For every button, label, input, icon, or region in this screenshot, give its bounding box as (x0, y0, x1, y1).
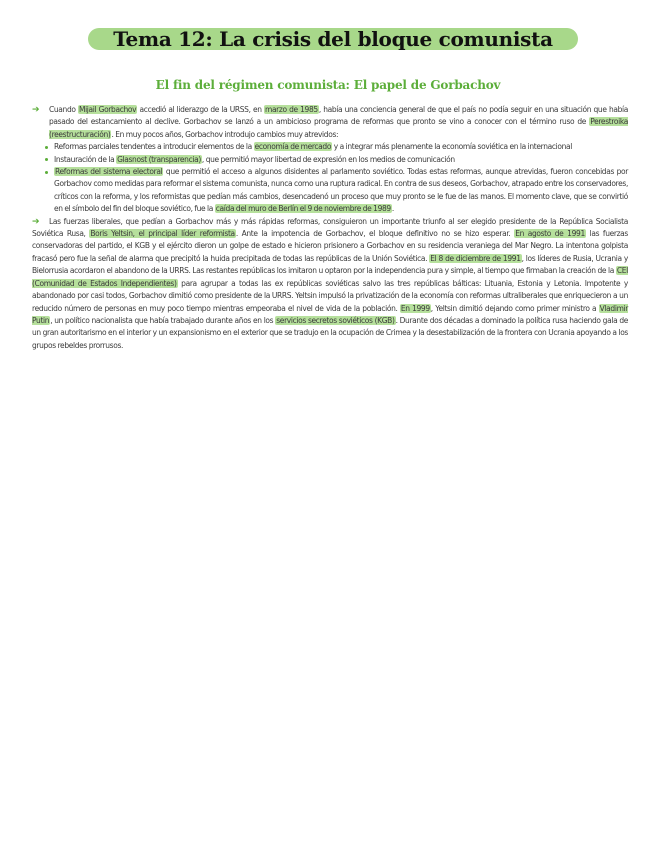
highlight: En 1999 (400, 303, 430, 313)
text: Las fuerzas liberales, que pedían a Gorbachov más y más rápidas reformas, consiguieron un importante triunfo al ser elegido presidente de la República Socialista Soviética Rusa, (32, 216, 628, 239)
highlight: Reformas del sistema electoral (55, 167, 163, 177)
highlight: economía de mercado (254, 142, 332, 152)
highlight: CEI (Comunidad de Estados Independientes) (32, 266, 628, 288)
highlight: Glasnost (transparencia) (117, 154, 201, 164)
reform-list (32, 141, 628, 215)
highlight: marzo de 1985 (264, 105, 318, 114)
arrow-bullet-icon: ➔ (32, 105, 40, 115)
text: , Yeltsin dimitió dejando como primer ministro a (430, 303, 599, 313)
text: . Durante dos décadas a dominado la política rusa haciendo gala de un gran autoritarismo en el interior y un expansionismo en el exterior que se tradujo en la ocupación de Crimea y la desestabilización de la frontera con Ucrania apoyando a los grupos rebeldes prorrusos. (32, 315, 629, 350)
paragraph-gorbachov (32, 104, 628, 141)
section-subtitle: El fin del régimen comunista: El papel de Gorbachov (155, 78, 501, 92)
text: , había una conciencia general de que el país no podía seguir en una situación que había pasado del estancamiento al declive. Gorbachov se lanzó a un ambicioso programa de reformas que pronto se vino a conocer con el término ruso de (49, 105, 628, 127)
text: , los líderes de Rusia, Ucrania y Bielorrusia acordaron el abandono de la URRS. Las restantes repúblicas los imitaron u optaron por la independencia pura y simple, al tiempo que firmaban la creación de la (32, 253, 628, 276)
paragraph-yeltsin (32, 216, 628, 352)
highlight: Perestroika (reestructuración) (49, 117, 628, 139)
list-item (54, 166, 628, 216)
text: . En muy pocos años, Gorbachov introdujo cambios muy atrevidos: (111, 129, 339, 139)
document-body (32, 104, 628, 352)
text: accedió al liderazgo de la URSS, en (137, 105, 264, 114)
highlight: Mijail Gorbachov (78, 105, 137, 114)
text: las fuerzas conservadoras del partido, el KGB y el ejército dieron un golpe de estado e hicieron prisionero a Gorbachov en su residencia veraniega del Mar Negro. La intentona golpista fracasó pero fue la señal de alarma que precipitó la huida precipitada de todas las repúblicas de la Unión Soviética. (32, 229, 628, 263)
text: y a integrar más plenamente la economía soviética en la internacional (332, 142, 572, 152)
text: Cuando (49, 105, 78, 114)
highlight: El 8 de diciembre de 1991 (430, 253, 521, 263)
arrow-bullet-icon: ➔ (32, 216, 40, 227)
text: . (391, 204, 394, 214)
title-bar (88, 28, 578, 50)
text: para agrupar a todas las ex repúblicas soviéticas salvo las tres repúblicas bálticas: Lituania, Estonia y Letonia. Impotente y abandonado por casi todos, Gorbachov dimitió como presidente de la URRS. Yeltsin impulsó la privatización de la economía con reformas ultraliberales que enriquecieron a un reducido número de personas en muy poco tiempo mientras empeoraba el nivel de vida de la población. (32, 278, 629, 313)
text: , que permitió mayor libertad de expresión en los medios de comunicación (201, 154, 455, 164)
text: que permitió el acceso a algunos disidentes al parlamento soviético. Todas estas reformas, aunque atrevidas, fueron concebidas por Gorbachov como medidas para reformar el sistema comunista, nunca como una ruptura radical. En contra de sus deseos, Gorbachov, atrapado entre los conservadores, críticos con la reforma, y los reformistas que pedían más cambios, desencadenó un proceso que muy pronto se le fue de las manos. El momento clave, que se convirtió en el símbolo del fin del bloque soviético, fue la (54, 167, 628, 214)
text: . Ante la impotencia de Gorbachov, el bloque definitivo no se hizo esperar. (235, 229, 515, 239)
list-item (54, 141, 628, 153)
text: Reformas parciales tendentes a introducir elementos de la (54, 142, 254, 152)
highlight: En agosto de 1991 (515, 229, 585, 239)
highlight: Vladimir Putin (32, 303, 628, 325)
highlight: servicios secretos soviéticos (KGB) (276, 315, 395, 325)
text: , un político nacionalista que había trabajado durante años en los (50, 315, 276, 325)
text: Instauración de la (54, 154, 117, 164)
highlight: Boris Yeltsin, el principal líder reformista (90, 229, 235, 239)
page-title: Tema 12: La crisis del bloque comunista (113, 27, 553, 51)
list-item (54, 154, 628, 166)
highlight: caída del muro de Berlín el 9 de noviembre de 1989 (215, 204, 391, 214)
